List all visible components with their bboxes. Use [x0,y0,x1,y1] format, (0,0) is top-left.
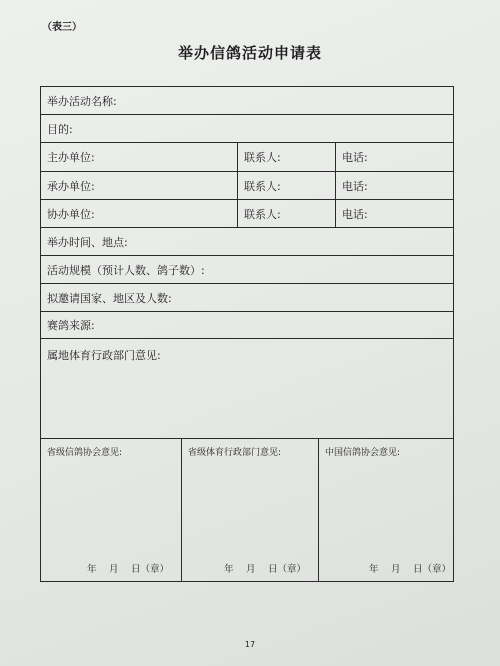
host-contact-label: 联系人: [237,143,335,171]
row-co-organizer-unit [41,200,453,228]
organizer-contact-label: 联系人: [237,172,335,199]
row-host-unit [41,143,453,172]
invited-label: 拟邀请国家、地区及人数: [47,291,172,305]
opinion-date-seal: 年 月 日（章） [224,564,307,575]
row-purpose [41,115,453,143]
organizer-unit-label: 承办单位: [47,179,95,193]
row-invited [41,284,453,312]
row-scale [41,256,453,284]
row-activity-name [41,87,453,115]
co-organizer-unit-label: 协办单位: [47,207,95,221]
activity-name-label: 举办活动名称: [47,94,117,108]
organizer-phone-label: 电话: [335,172,453,199]
row-source [41,312,453,339]
opinion-date-seal: 年 月 日（章） [87,564,170,575]
scale-label: 活动规模（预计人数、鸽子数）: [47,263,205,277]
row-local-sports-opinion [41,339,453,439]
host-unit-label: 主办单位: [47,151,95,164]
co-organizer-phone-label: 电话: [335,200,453,227]
opinion-heading: 省级体育行政部门意见: [188,448,282,458]
purpose-label: 目的: [47,122,73,136]
provincial-pigeon-association-opinion [41,439,181,581]
opinion-heading: 中国信鸽协会意见: [325,448,401,458]
local-sports-opinion-label: 属地体育行政部门意见: [47,349,161,362]
row-time-place [41,228,453,256]
source-label: 赛鸽来源: [47,319,95,332]
provincial-sports-dept-opinion [181,439,318,581]
co-organizer-contact-label: 联系人: [237,200,335,227]
application-form-table [40,86,454,582]
row-organizer-unit [41,172,453,200]
china-pigeon-association-opinion [318,439,453,581]
form-title: 举办信鸽活动申请表 [177,44,322,62]
page-number: 17 [244,640,256,649]
opinion-section [41,439,453,581]
form-number-tag: （表三） [42,22,82,33]
opinion-date-seal: 年 月 日（章） [369,564,452,575]
opinion-heading: 省级信鸽协会意见: [47,448,123,458]
time-place-label: 举办时间、地点: [47,235,128,249]
host-phone-label: 电话: [335,143,453,171]
